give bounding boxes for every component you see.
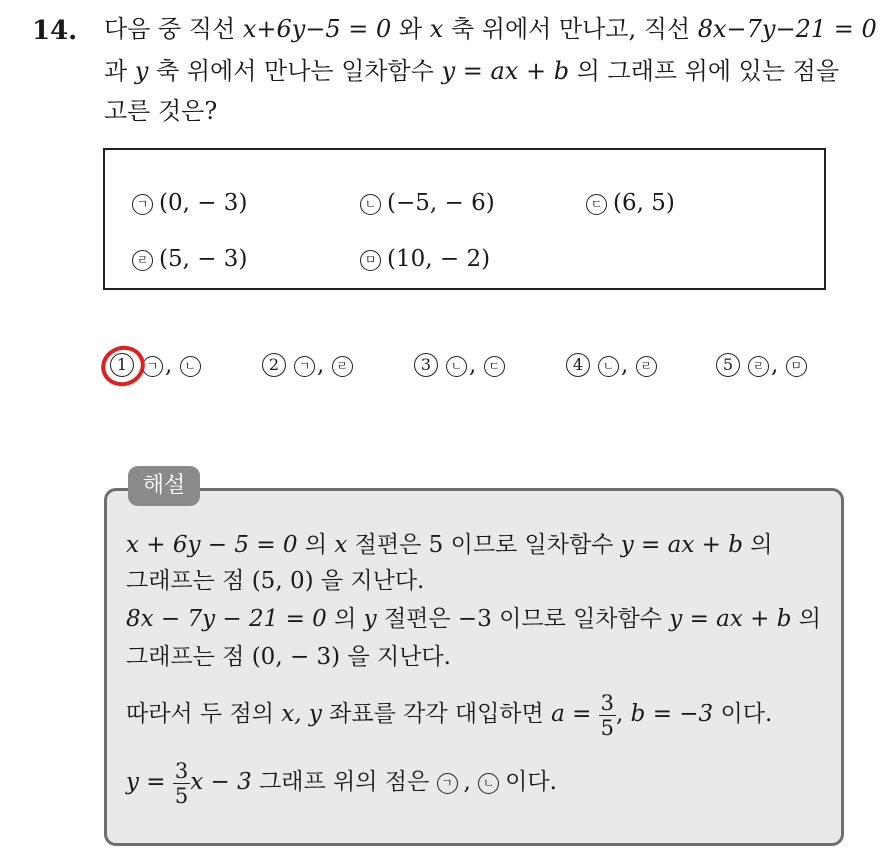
answer-option-4[interactable]: 4 ㄴ , ㄹ (566, 352, 659, 378)
choice-item: ㄱ (0, − 3) (132, 190, 247, 216)
solution-line-5: 따라서 두 점의 x, y 좌표를 각각 대입하면 a = $\frac{3}{5}$ , b = −3 이다. (126, 690, 773, 740)
selected-answer-mark (96, 340, 150, 392)
choice-item: ㄷ (6, 5) (586, 190, 675, 216)
answer-option-3[interactable]: 3 ㄴ , ㄷ (414, 352, 507, 378)
answer-option-5[interactable]: 5 ㄹ , ㅁ (716, 352, 809, 378)
fraction-three-fifths: $\frac{3}{5}$ (174, 758, 189, 808)
question-line-1: 다음 중 직선 x+6y−5 = 0 와 x 축 위에서 만나고, 직선 8x−7y−21 = 0 (104, 15, 877, 43)
choice-item: ㄹ (5, − 3) (132, 246, 247, 272)
answer-option-2[interactable]: 2 ㄱ , ㄹ (262, 352, 355, 378)
solution-line-4: 그래프는 점 (0, − 3) 을 지난다. (126, 644, 451, 670)
choice-marker: ㅁ (360, 250, 381, 271)
choice-marker: ㄹ (132, 250, 153, 271)
solution-tag: 해설 (128, 466, 200, 506)
choice-item: ㅁ (10, − 2) (360, 246, 490, 272)
solution-line-1: x + 6y − 5 = 0 의 x 절편은 5 이므로 일차함수 y = ax + b 의 (126, 532, 773, 558)
fraction-three-fifths: $\frac{3}{5}$ (600, 690, 615, 740)
solution-line-3: 8x − 7y − 21 = 0 의 y 절편은 −3 이므로 일차함수 y = ax + b 의 (126, 606, 822, 632)
choice-item: ㄴ (−5, − 6) (360, 190, 495, 216)
solution-line-2: 그래프는 점 (5, 0) 을 지난다. (126, 568, 425, 594)
choice-marker: ㄱ (132, 194, 153, 215)
answer-option-1[interactable]: 1 ㄱ , ㄴ (110, 352, 203, 378)
question-line-3: 고른 것은? (104, 97, 218, 125)
choice-marker: ㄴ (360, 194, 381, 215)
choice-marker: ㄷ (586, 194, 607, 215)
question-line-2: 과 y 축 위에서 만나는 일차함수 y = ax + b 의 그래프 위에 있는 점을 (104, 57, 840, 85)
solution-line-6: y = $\frac{3}{5}$ x − 3 그래프 위의 점은 ㄱ , ㄴ 이다. (126, 758, 557, 808)
question-number: 14. (32, 16, 78, 46)
